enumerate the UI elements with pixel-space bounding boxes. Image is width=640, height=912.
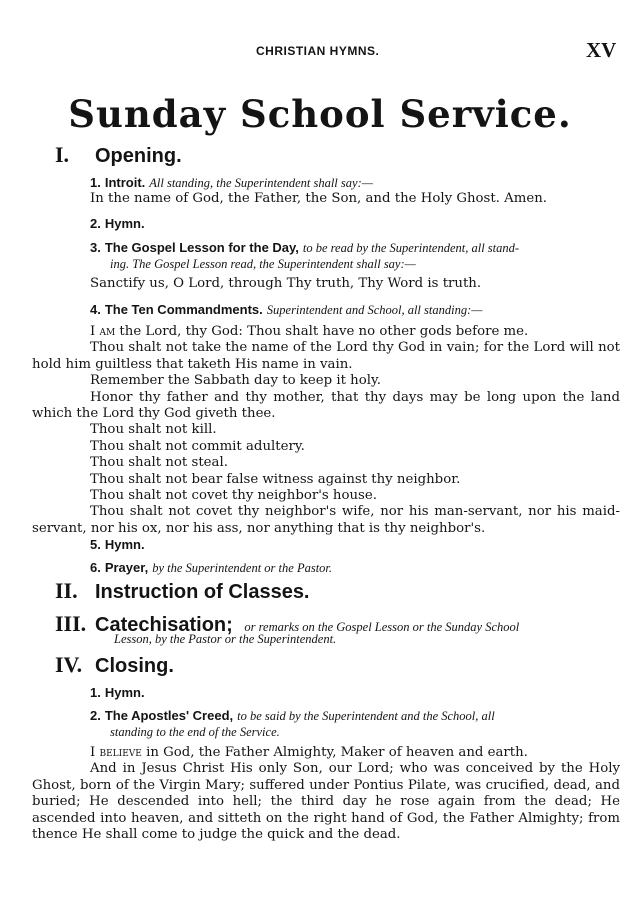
item-hymn [90,537,622,552]
item-number: 1. [90,685,101,700]
section-note: or remarks on the Gospel Lesson or the Sunday School [244,620,520,634]
section-closing [55,652,174,678]
item-introit [90,175,622,191]
commandment-5: Thou shalt not kill. [90,422,217,438]
item-number: 3. [90,240,101,255]
item-label: Hymn. [104,685,145,700]
item-label: The Ten Commandments. [104,302,263,317]
commandment-10: Thou shalt not covet thy neighbor's wife, nor his man-servant, nor his maid-servant, nor his ox, nor his ass, nor anything that is thy neighbor's. [32,504,620,536]
page-number: XV [586,38,617,62]
section-heading: Instruction of Classes. [95,581,310,603]
section-heading: Catechisation; [95,614,233,636]
item-prayer [90,560,622,576]
item-hymn [90,216,622,231]
section-numeral: III. [55,611,87,636]
item-label: Hymn. [104,216,145,231]
item-label: The Apostles' Creed, [104,708,234,723]
commandment-4: Honor thy father and thy mother, that thy days may be long upon the land which the Lord thy God giveth thee. [32,389,620,422]
commandment-9: Thou shalt not covet thy neighbor's house. [90,488,377,504]
introit-text: In the name of God, the Father, the Son, and the Holy Ghost. Amen. [90,191,548,206]
item-number: 2. [90,216,101,231]
running-title: CHRISTIAN HYMNS. [256,44,380,58]
item-note: to be said by the Superintendent and the School, all [237,709,495,723]
item-label: Introit. [104,175,146,190]
item-note: by the Superintendent or the Pastor. [152,561,333,575]
section-numeral: II. [55,578,78,603]
section-instruction [55,578,310,604]
item-label: Prayer, [104,560,149,575]
item-hymn [90,685,622,700]
creed-paragraph-1: I believe in God, the Father Almighty, Maker of heaven and earth. [90,745,528,760]
item-number: 5. [90,537,101,552]
item-number: 1. [90,175,101,190]
section-heading: Closing. [95,655,174,677]
commandments-text [32,324,620,537]
item-note: to be read by the Superintendent, all stand- [302,241,520,255]
item-label: The Gospel Lesson for the Day, [104,240,299,255]
item-note-continued: ing. The Gospel Lesson read, the Superintendent shall say:— [110,257,416,271]
item-note: All standing, the Superintendent shall say:— [149,176,373,190]
commandment-6: Thou shalt not commit adultery. [90,438,305,454]
section-opening [55,142,182,168]
section-numeral: I. [55,142,70,167]
commandment-3: Remember the Sabbath day to keep it holy. [90,373,381,389]
item-note: Superintendent and School, all standing:— [266,303,483,317]
section-numeral: IV. [55,652,83,677]
item-label: Hymn. [104,537,145,552]
commandment-7: Thou shalt not steal. [90,455,228,471]
item-ten-commandments [90,302,622,318]
commandment-2: Thou shalt not take the name of the Lord thy God in vain; for the Lord will not hold him guiltless that taketh His name in vain. [32,340,620,372]
item-number: 4. [90,302,101,317]
item-apostles-creed [90,708,622,740]
creed-lead: I believe [90,745,142,760]
item-number: 6. [90,560,101,575]
item-gospel-lesson [90,240,622,272]
commandment-1: I am the Lord, thy God: Thou shalt have no other gods before me. [90,324,529,339]
section-heading: Opening. [95,145,182,167]
commandment-8: Thou shalt not bear false witness against thy neighbor. [90,471,461,487]
section-note-continued: Lesson, by the Pastor or the Superintendent. [114,632,337,646]
gospel-response: Sanctify us, O Lord, through Thy truth, Thy Word is truth. [90,276,482,291]
item-number: 2. [90,708,101,723]
creed-paragraph-2: And in Jesus Christ His only Son, our Lord; who was conceived by the Holy Ghost, born of the Virgin Mary; suffered under Pontius Pilate, was crucified, dead, and buried; He descended into hell; the third day he rose again from the dead; He ascended into heaven, and sitteth on the right hand of God, the Father Almighty; from thence He shall come to judge the quick and the dead. [32,761,620,843]
page-title: Sunday School Service. [68,92,572,136]
item-note-continued: standing to the end of the Service. [110,725,280,739]
commandment-lead: I am [90,324,116,339]
creed-text [32,745,620,843]
